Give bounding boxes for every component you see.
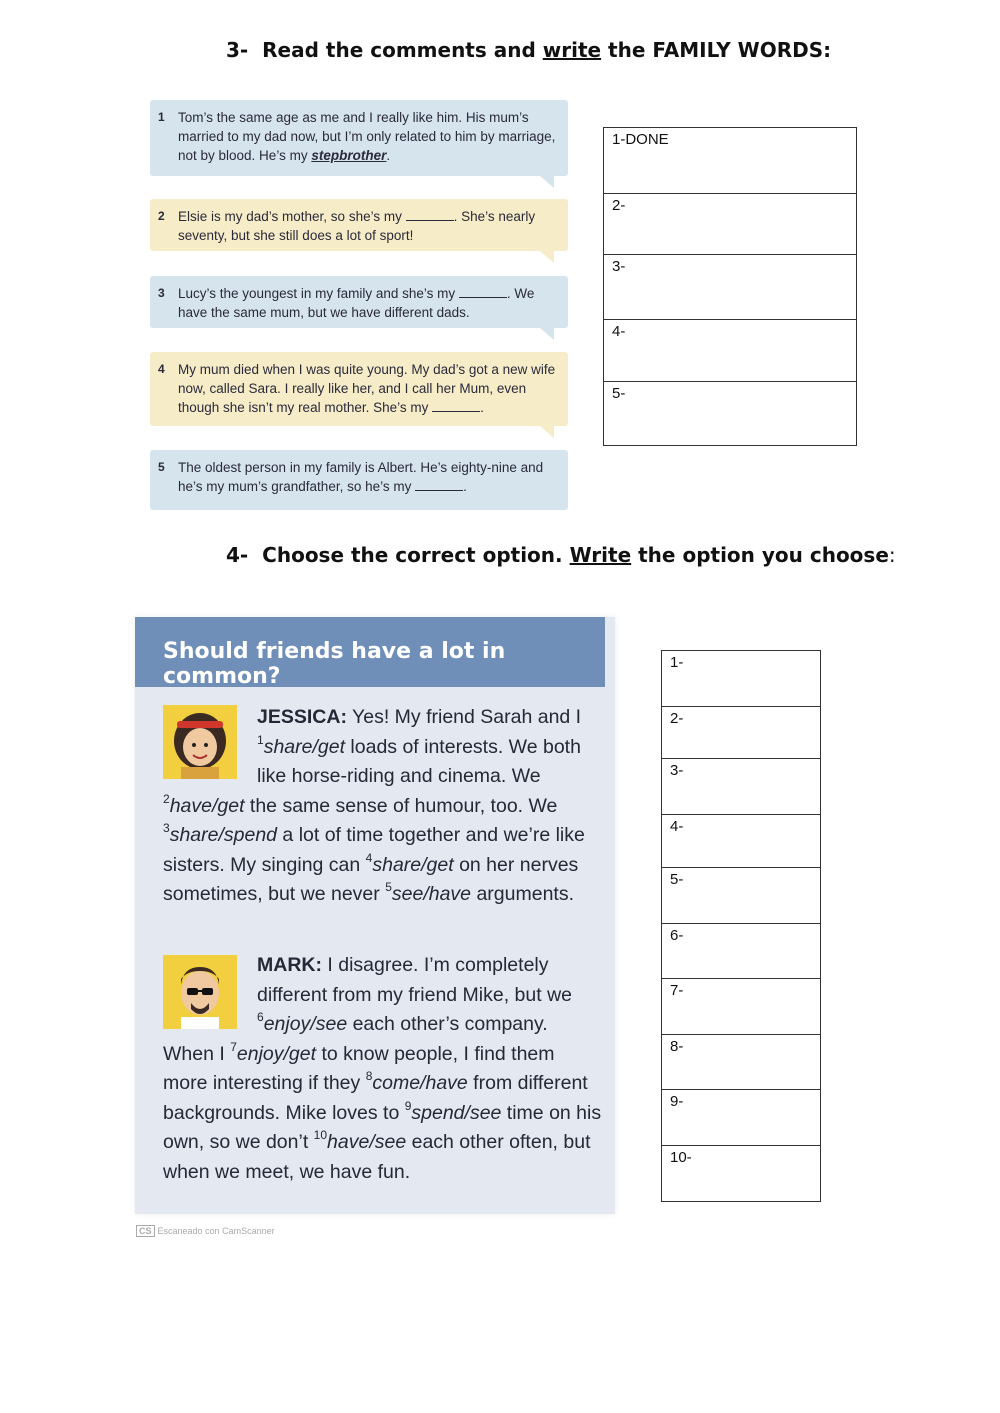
comment-text: Elsie is my dad’s mother, so she’s my: [178, 209, 402, 224]
mark-text: to know people, I find them more interesting if they: [163, 1042, 555, 1094]
gap-number: 3: [163, 821, 170, 835]
section-4-heading: [226, 543, 896, 567]
jessica-text: on her nerves sometimes, but we never: [163, 853, 579, 905]
option-8: come/have: [372, 1072, 468, 1094]
section-4-heading-rest: the option you choose: [638, 543, 889, 567]
answer-blank: [432, 402, 480, 412]
comment-bubble-5: [150, 450, 568, 510]
mark-text: each other often, but when we meet, we have fun.: [163, 1131, 591, 1183]
answer-blank: [415, 481, 463, 491]
comment-bubble-1: [150, 100, 568, 176]
comment-text: Lucy’s the youngest in my family and she’s my: [178, 286, 456, 301]
answer-box-4-1[interactable]: 1-: [661, 650, 821, 707]
gap-number: 1: [257, 732, 264, 747]
option-7: enjoy/get: [236, 1042, 317, 1065]
answer-box-4-7[interactable]: 7-: [661, 978, 821, 1035]
gap-number: 9: [404, 1098, 412, 1113]
mark-text: from different backgrounds. Mike loves to: [163, 1072, 588, 1124]
comment-number: 5: [158, 460, 165, 474]
option-10: have/see: [327, 1131, 407, 1153]
comment-number: 2: [158, 209, 165, 223]
jessica-paragraph: [163, 703, 603, 910]
mark-paragraph: [163, 951, 603, 1187]
option-3: share/spend: [169, 824, 278, 846]
gap-number: 4: [365, 850, 373, 865]
answer-box-4-2[interactable]: 2-: [661, 706, 821, 759]
section-3-number: 3-: [226, 38, 249, 62]
section-4-heading-underlined: Write: [569, 543, 632, 567]
answer-blank: [459, 288, 507, 298]
option-5: see/have: [391, 883, 472, 905]
jessica-text: the same sense of humour, too. We: [244, 794, 558, 817]
section-4-heading-colon: :: [888, 543, 896, 567]
comment-text-end: . We have the same mum, but we have different dads.: [178, 286, 535, 320]
section-3-heading: [226, 38, 831, 62]
answer-box-3-4[interactable]: 4-: [603, 319, 857, 382]
comment-text-end: .: [386, 148, 391, 163]
section-3-heading-text: Read the comments and: [262, 38, 536, 62]
option-9: spend/see: [411, 1101, 502, 1124]
section-3-heading-rest: the FAMILY WORDS:: [608, 38, 832, 62]
comment-text: My mum died when I was quite young. My dad’s got a new wife now, called Sara. I really like her, and I call her Mum, even though she isn’t my real mother. She’s my: [178, 362, 556, 415]
comment-text-end: .: [463, 479, 467, 494]
article-title: Should friends have a lot in common?: [135, 617, 605, 687]
comment-bubble-2: [150, 199, 568, 251]
example-answer: stepbrother: [311, 148, 387, 163]
gap-number: 8: [365, 1069, 373, 1083]
gap-number: 10: [313, 1128, 328, 1142]
answer-box-4-4[interactable]: 4-: [661, 814, 821, 868]
scanner-text: Escaneado con CamScanner: [157, 1226, 275, 1236]
jessica-text: loads of interests. We both like horse-riding and cinema. We: [257, 735, 581, 787]
answer-blank: [406, 211, 454, 221]
jessica-text: a lot of time together and we’re like sisters. My singing can: [163, 824, 585, 876]
option-1: share/get: [263, 735, 345, 758]
bubble-tail: [540, 426, 554, 438]
mark-text: each other’s company. When I: [163, 1013, 548, 1065]
comment-bubble-3: [150, 276, 568, 328]
comment-text-end: . She’s nearly seventy, but she still does a lot of sport!: [178, 209, 536, 243]
gap-number: 6: [257, 1010, 264, 1024]
camscanner-logo: CS: [136, 1225, 155, 1237]
jessica-name: JESSICA:: [257, 706, 347, 728]
section-4-heading-text: Choose the correct option.: [262, 543, 563, 567]
answer-box-3-1[interactable]: 1-DONE: [603, 127, 857, 194]
scanner-watermark: [136, 1225, 275, 1237]
gap-number: 7: [230, 1039, 237, 1054]
answer-box-4-6[interactable]: 6-: [661, 923, 821, 979]
answer-box-4-9[interactable]: 9-: [661, 1089, 821, 1146]
comment-text: The oldest person in my family is Albert. He’s eighty-nine and he’s my mum’s grandfather, so he’s my: [178, 460, 544, 494]
section-4-number: 4-: [226, 543, 249, 567]
jessica-text: arguments.: [471, 883, 574, 905]
option-4: share/get: [372, 853, 454, 876]
answer-box-3-5[interactable]: 5-: [603, 381, 857, 446]
mark-text: time on his own, so we don’t: [163, 1101, 602, 1153]
article-panel: [135, 617, 615, 1214]
option-2: have/get: [169, 794, 245, 817]
comment-number: 4: [158, 362, 165, 376]
comment-text: Tom’s the same age as me and I really like him. His mum’s married to my dad now, but I’m only related to him by marriage, not by blood. He’s my: [178, 110, 556, 163]
bubble-tail: [540, 328, 554, 340]
answer-box-4-8[interactable]: 8-: [661, 1034, 821, 1090]
option-6: enjoy/see: [263, 1013, 348, 1035]
gap-number: 5: [385, 880, 392, 894]
comment-number: 1: [158, 110, 165, 124]
section-3-heading-underlined: write: [542, 38, 602, 62]
jessica-text: Yes! My friend Sarah and I: [346, 706, 582, 728]
answer-box-4-10[interactable]: 10-: [661, 1145, 821, 1202]
answer-box-4-5[interactable]: 5-: [661, 867, 821, 924]
answer-box-3-3[interactable]: 3-: [603, 254, 857, 320]
bubble-tail: [540, 251, 554, 263]
answer-box-4-3[interactable]: 3-: [661, 758, 821, 815]
bubble-tail: [540, 176, 554, 188]
answer-box-3-2[interactable]: 2-: [603, 193, 857, 255]
comment-bubble-4: [150, 352, 568, 426]
comment-text-end: .: [480, 400, 484, 415]
mark-text: I disagree. I’m completely different from my friend Mike, but we: [257, 954, 573, 1006]
mark-name: MARK:: [257, 954, 322, 976]
gap-number: 2: [163, 791, 170, 806]
comment-number: 3: [158, 286, 165, 300]
